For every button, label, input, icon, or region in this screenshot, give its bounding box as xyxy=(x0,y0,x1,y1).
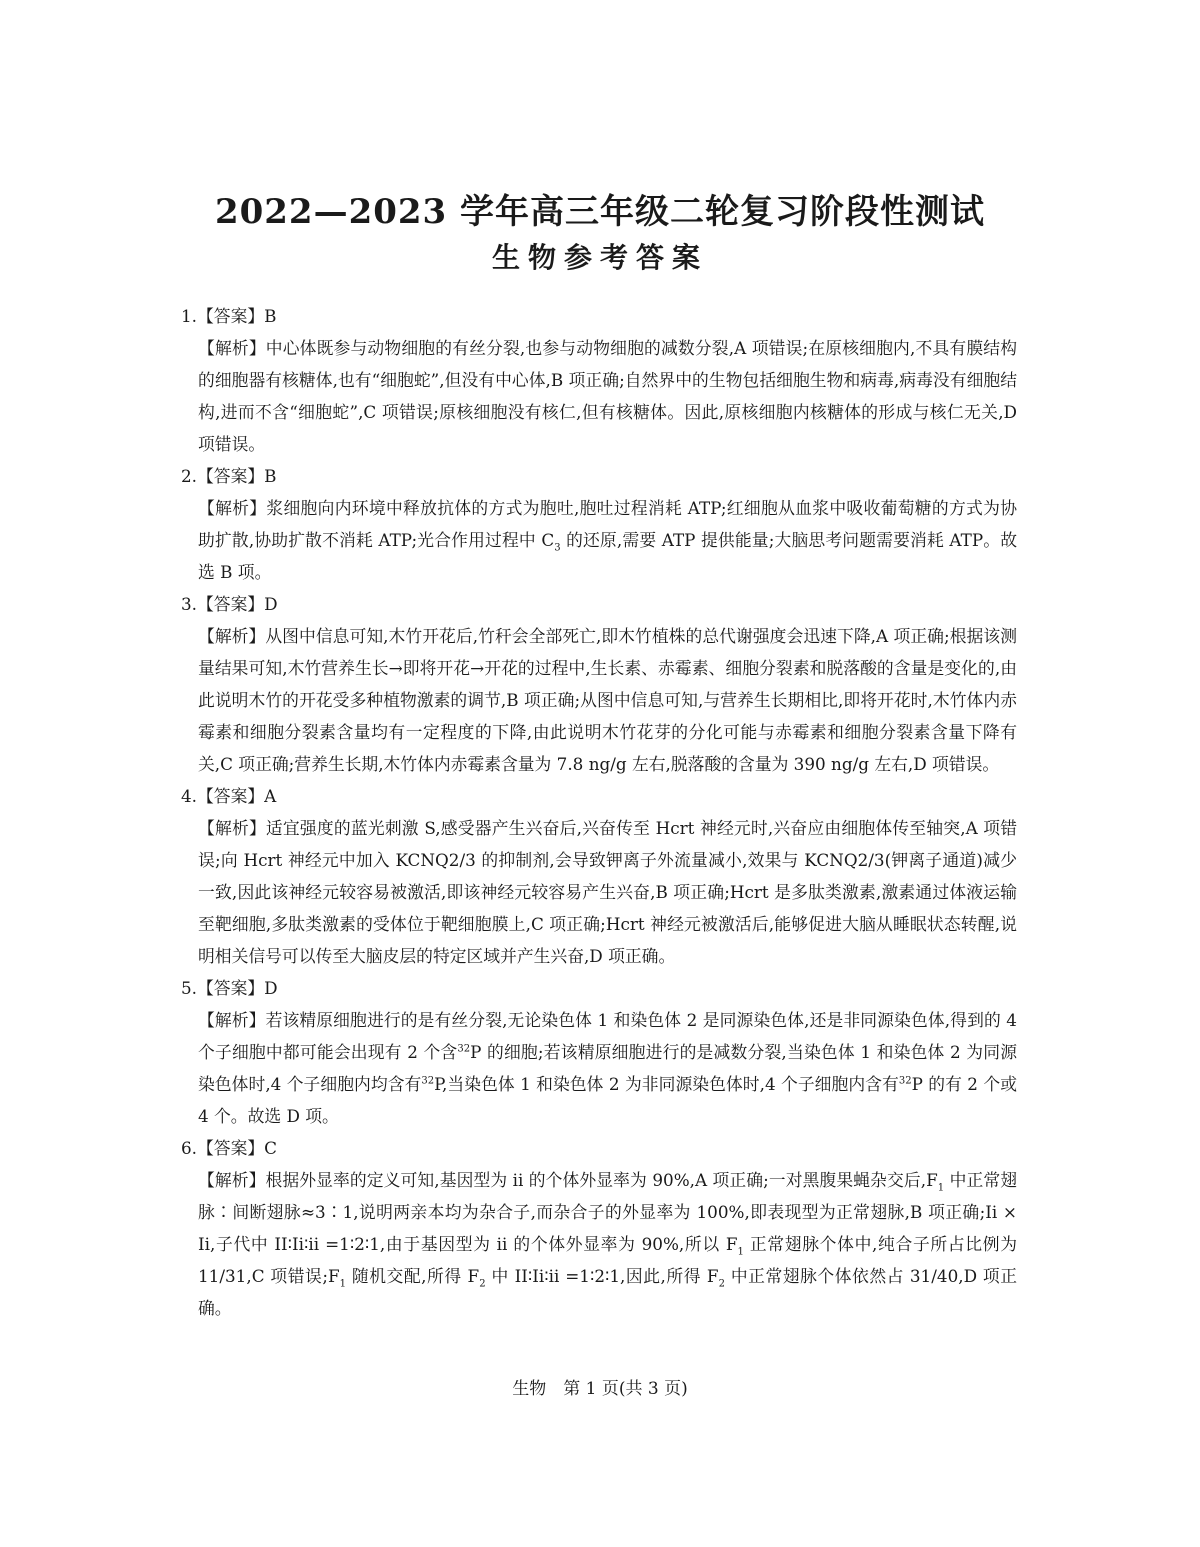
analysis-3: 【解析】从图中信息可知,木竹开花后,竹秆会全部死亡,即木竹植株的总代谢强度会迅速下降,A 项正确;根据该测量结果可知,木竹营养生长→即将开花→开花的过程中,生长素、赤霉素、细胞分裂素和脱落酸的含量是变化的,由此说明木竹的开花受多种植物激素的调节,B 项正确;从图中信息可知,与营养生长期相比,即将开花时,木竹体内赤霉素和细胞分裂素含量均有一定程度的下降,由此说明木竹花芽的分化可能与赤霉素和细胞分裂素含量下降有关,C 项正确;营养生长期,木竹体内赤霉素含量为 7.8 ng/g 左右,脱落酸的含量为 390 ng/g 左右,D 项错误。 xyxy=(198,626,1017,774)
analysis-2-text-b: 的还原,需要 ATP 提供能量;大脑思考问题需要消耗 ATP。故选 B 项。 xyxy=(198,530,1017,582)
analysis-5-text-b: P 的细胞;若该精原细胞进行的是减数分裂,当染色体 1 和染色体 2 为同源染色体时,4 个子细胞内均含有 xyxy=(198,1042,1017,1094)
superscript: 32 xyxy=(457,1043,471,1055)
analysis-5-text-a: 【解析】若该精原细胞进行的是有丝分裂,无论染色体 1 和染色体 2 是同源染色体,还是非同源染色体,得到的 4 个子细胞中都可能会出现有 2 个含 xyxy=(198,1010,1017,1062)
analysis-5 xyxy=(181,1004,1017,1132)
analysis-2-text-a: 【解析】浆细胞向内环境中释放抗体的方式为胞吐,胞吐过程消耗 ATP;红细胞从血浆中吸收葡萄糖的方式为协助扩散,协助扩散不消耗 ATP;光合作用过程中 C xyxy=(198,498,1017,550)
answer-6: 6.【答案】C xyxy=(181,1138,277,1158)
analysis-1: 【解析】中心体既参与动物细胞的有丝分裂,也参与动物细胞的减数分裂,A 项错误;在原核细胞内,不具有膜结构的细胞器有核糖体,也有“细胞蛇”,但没有中心体,B 项正确;自然界中的生物包括细胞生物和病毒,病毒没有细胞结构,进而不含“细胞蛇”,C 项错误;原核细胞没有核仁,但有核糖体。因此,原核细胞内核糖体的形成与核仁无关,D 项错误。 xyxy=(198,338,1017,454)
subscript: 2 xyxy=(718,1278,725,1290)
analysis-6-text-a: 【解析】根据外显率的定义可知,基因型为 ii 的个体外显率为 90%,A 项正确;一对黑腹果蝇杂交后,F xyxy=(198,1170,938,1190)
analysis-6-text-d: 随机交配,所得 F xyxy=(346,1266,480,1286)
answer-list xyxy=(181,300,1017,1324)
analysis-6-text-e: 中 II∶Ii∶ii =1∶2∶1,因此,所得 F xyxy=(485,1266,719,1286)
analysis-6-text-c: 正常翅脉个体中,纯合子所占比例为 11/31,C 项错误;F xyxy=(198,1234,1017,1286)
subscript: 1 xyxy=(339,1278,347,1290)
page-subtitle: 生物参考答案 xyxy=(491,241,708,274)
answer-1: 1.【答案】B xyxy=(181,306,277,326)
subscript: 3 xyxy=(554,542,561,554)
answer-5: 5.【答案】D xyxy=(181,978,278,998)
subscript: 2 xyxy=(479,1278,486,1290)
page-title: 2022—2023 学年高三年级二轮复习阶段性测试 xyxy=(214,192,986,232)
analysis-2 xyxy=(181,492,1017,588)
subscript: 1 xyxy=(737,1246,744,1258)
superscript: 32 xyxy=(898,1075,912,1087)
analysis-6-text-f: 中正常翅脉个体依然占 31/40,D 项正确。 xyxy=(198,1266,1018,1318)
analysis-4: 【解析】适宜强度的蓝光刺激 S,感受器产生兴奋后,兴奋传至 Hcrt 神经元时,兴奋应由细胞体传至轴突,A 项错误;向 Hcrt 神经元中加入 KCNQ2/3 的抑制剂,会导致钾离子外流量减小,效果与 KCNQ2/3(钾离子通道)减少一致,因此该神经元较容易被激活,即该神经元较容易产生兴奋,B 项正确;Hcrt 是多肽类激素,激素通过体液运输至靶细胞,多肽类激素的受体位于靶细胞膜上,C 项正确;Hcrt 神经元被激活后,能够促进大脑从睡眠状态转醒,说明相关信号可以传至大脑皮层的特定区域并产生兴奋,D 项正确。 xyxy=(198,818,1017,966)
analysis-5-text-c: P,当染色体 1 和染色体 2 为非同源染色体时,4 个子细胞内含有 xyxy=(434,1074,899,1094)
subscript: 1 xyxy=(937,1182,945,1194)
superscript: 32 xyxy=(421,1075,435,1087)
answer-4: 4.【答案】A xyxy=(181,786,277,806)
analysis-6-text-b: 中正常翅脉∶间断翅脉≈3∶1,说明两亲本均为杂合子,而杂合子的外显率为 100%,即表现型为正常翅脉,B 项正确;Ii × Ii,子代中 II∶Ii∶ii =1∶2∶1,由于基因型为 ii 的个体外显率为 90%,所以 F xyxy=(198,1170,1017,1254)
page-footer: 生物 第 1 页(共 3 页) xyxy=(512,1379,688,1399)
analysis-5-text-d: P 的有 2 个或 4 个。故选 D 项。 xyxy=(198,1074,1017,1126)
answer-3: 3.【答案】D xyxy=(181,594,278,614)
answer-2: 2.【答案】B xyxy=(181,466,277,486)
analysis-6 xyxy=(181,1164,1017,1324)
